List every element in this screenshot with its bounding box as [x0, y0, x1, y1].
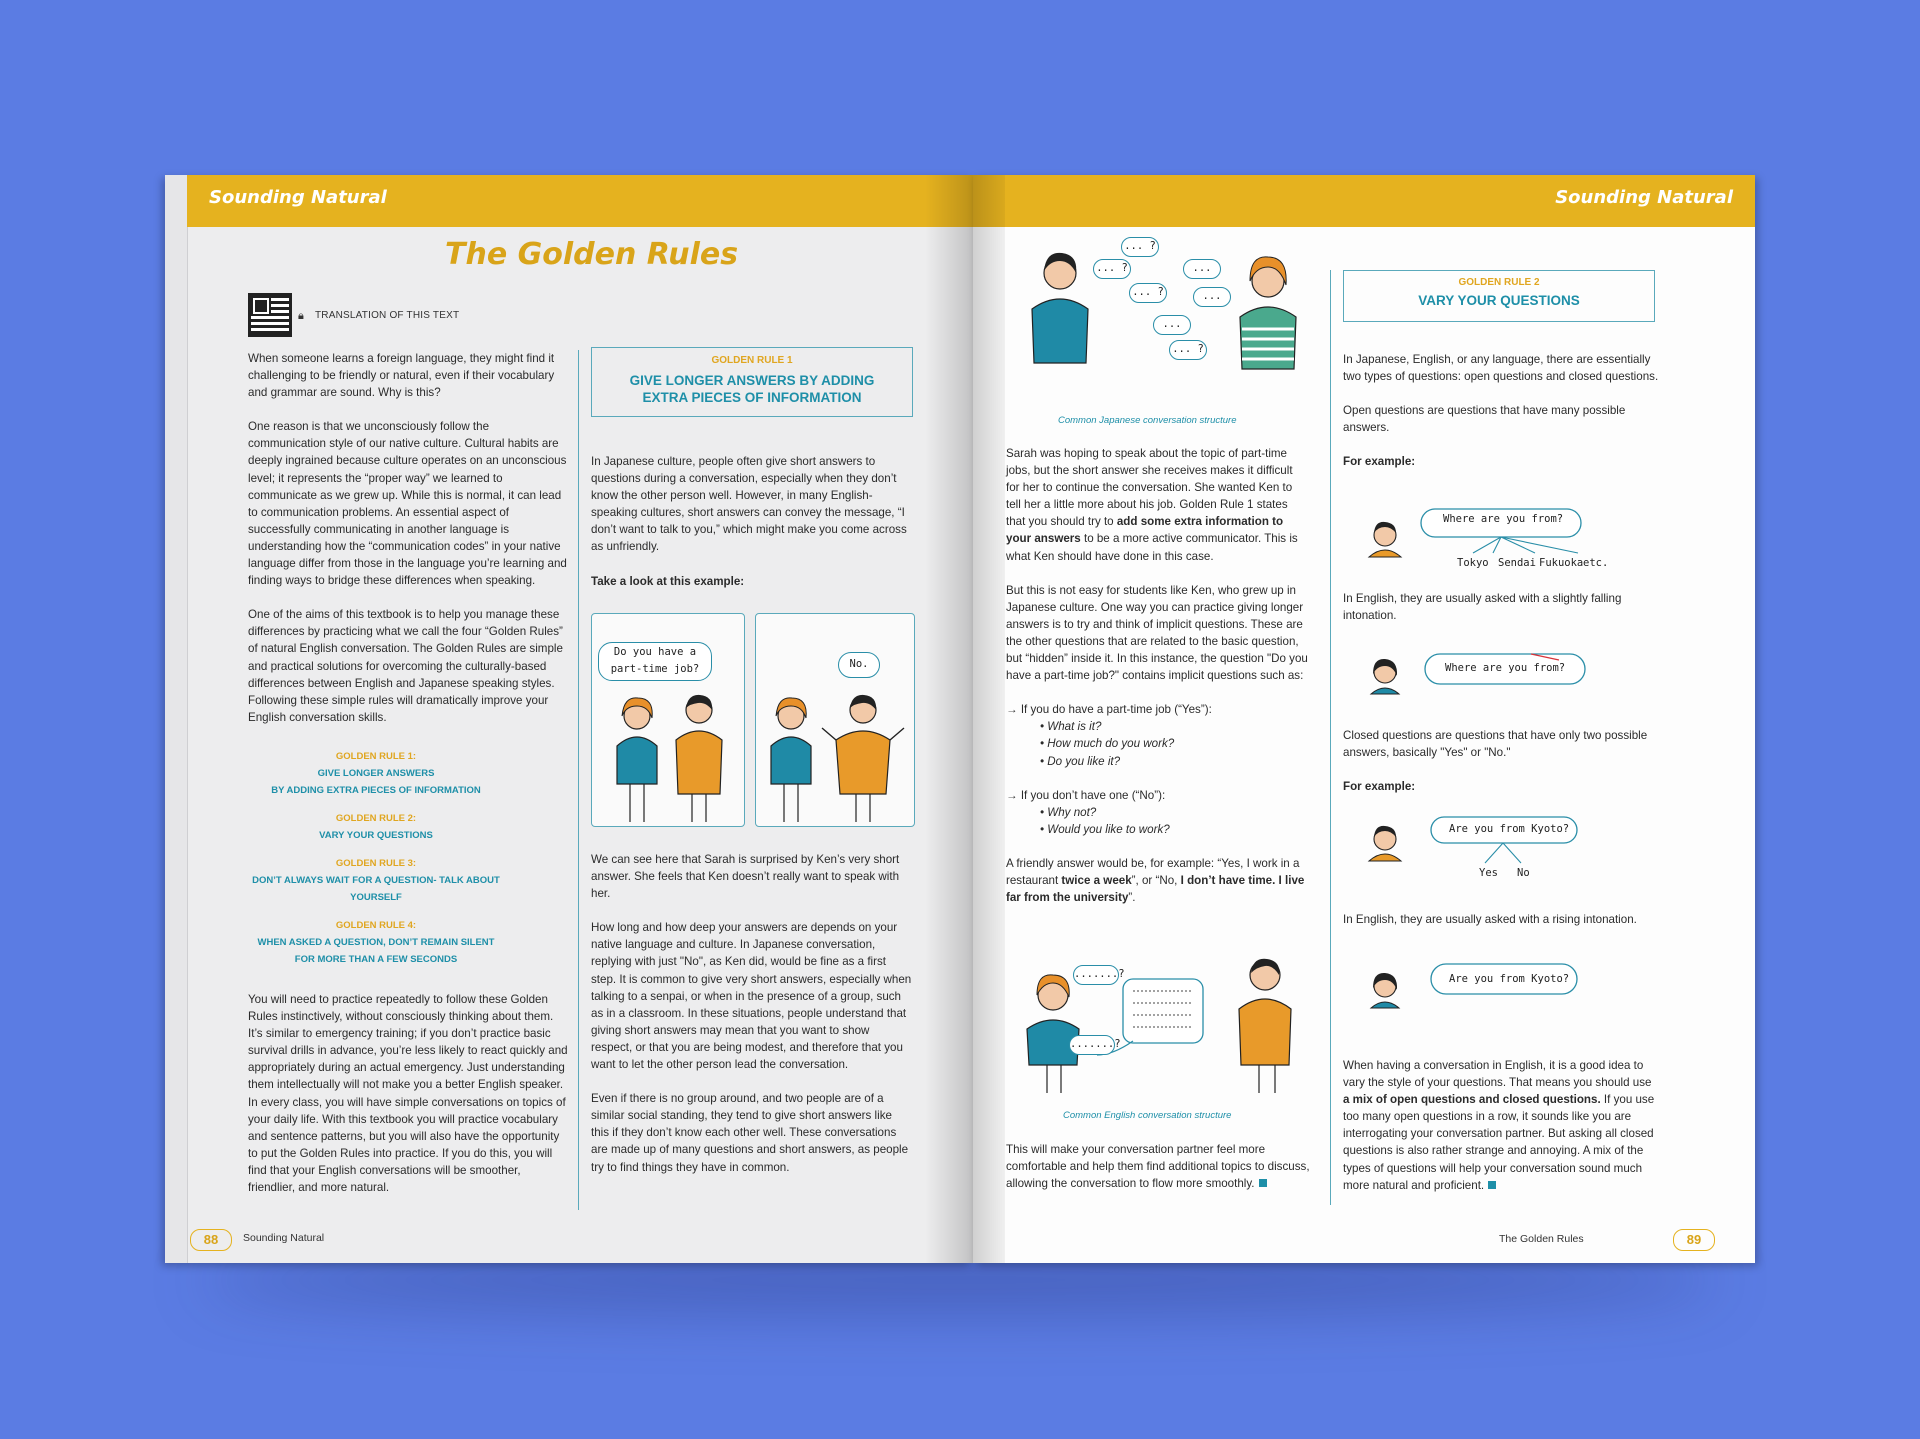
- header-band-right: [973, 175, 1755, 227]
- paragraph-text: ”.: [1128, 891, 1136, 905]
- paragraph: But this is not easy for students like Ken, who grew up in Japanese culture. One way you can practice giving longer answers is to try and think of implicit questions. These are the other questions that are related to the basic question, but “hidden” inside it. In this instance, the question "Do you have a part-time job?" contains implicit questions such as:: [1006, 583, 1308, 683]
- answer-option: etc.: [1583, 557, 1609, 569]
- speech-bubble: ...: [1183, 259, 1221, 279]
- paragraph: Even if there is no group around, and two people are of a similar social standing, they tend to give short answers like this if they don’t know each other well. These conversations are made up of many questions and short answers, as people try to find things they have in common.: [591, 1092, 909, 1174]
- left-col1-lower: [248, 991, 568, 1213]
- emphasis: add some extra information to your answers: [1006, 515, 1284, 546]
- example-label: For example:: [1343, 780, 1416, 794]
- paragraph-text: Sarah was hoping to speak about the topic of part-time jobs, but the short answer she receives makes it difficult for her to continue the conversation. She wanted Ken to tell her a little more about his job. Golden Rule 1 states that you should try to: [1006, 447, 1293, 529]
- sarah-ken-illustration: [756, 684, 914, 824]
- comic-panel-answer: [755, 613, 915, 827]
- figure-caption: Common Japanese conversation structure: [1058, 415, 1237, 426]
- list-item: How much do you work?: [1047, 737, 1175, 751]
- paragraph: In Japanese culture, people often give short answers to questions during a conversation, especially when they don’t know the other person well. However, in many English-speaking cultures, short answers can convey the message, “I don’t want to talk to you,” which might make you come across as unfriendly.: [591, 455, 907, 554]
- paragraph: One reason is that we unconsciously follow the communication style of our native culture. Cultural habits are deeply ingrained because culture operates on an unconscious level; it represents the “proper way” we learned to communicate as we grew up. While this is normal, it can lead to communication problems. An essential aspect of successfully communicating in another language is understanding how the “communication codes” in your native language differ from those in the language you’re learning and finding ways to bridge these differences when speaking.: [248, 420, 567, 588]
- answer-option: Yes: [1479, 867, 1498, 879]
- box-title: GOLDEN RULE 1: [711, 355, 793, 366]
- right-page: [973, 175, 1755, 1263]
- arrow-icon: →: [1006, 703, 1021, 717]
- paragraph: How long and how deep your answers are depends on your native language and culture. In Japanese conversation, replying with just "No", as Ken did, would be fine as a first step. It is common to give very short answers, especially when talking to a senpai, or when in the presence of a group, such as in a classroom. In these situations, people understand that giving short answers may mean that you want to show respect, or that you are being modest, and therefore that you want to let the other person lead the conversation.: [591, 921, 912, 1072]
- bullet-icon: •: [1040, 720, 1048, 734]
- speech-bubble: No.: [838, 652, 880, 678]
- header-band-left: [187, 175, 973, 227]
- right-col2-mid: [1343, 727, 1659, 812]
- paragraph: In Japanese, English, or any language, there are essentially two types of questions: open questions and closed questions.: [1343, 353, 1659, 384]
- left-col2-upper: [591, 453, 913, 607]
- list-item: What is it?: [1047, 720, 1102, 734]
- right-col2-upper: [1343, 351, 1659, 487]
- paragraph: When someone learns a foreign language, they might find it challenging to be friendly or natural, even if their vocabulary and grammar are sound. Why is this?: [248, 352, 555, 400]
- speech-bubble: ... ?: [1129, 283, 1167, 303]
- page-edge: [165, 175, 188, 1263]
- rule-title: GOLDEN RULE 2:: [335, 813, 417, 824]
- right-col2-p5: In English, they are usually asked with a rising intonation.: [1343, 913, 1637, 926]
- figure-caption: Common English conversation structure: [1063, 1110, 1232, 1121]
- qr-label: TRANSLATION OF THIS TEXT: [315, 310, 460, 321]
- answer-option: Tokyo: [1457, 557, 1489, 569]
- box-title: GOLDEN RULE 2: [1458, 277, 1540, 288]
- bullet-icon: •: [1040, 805, 1048, 819]
- paragraph-text: When having a conversation in English, it is a good idea to vary the style of your questions. That means you should use: [1343, 1059, 1652, 1090]
- end-mark-icon: [1488, 1181, 1496, 1189]
- question-text: Are you from Kyoto?: [1449, 823, 1570, 835]
- list-heading: If you don’t have one (“No”):: [1020, 788, 1166, 802]
- paragraph: This will make your conversation partner feel more comfortable and help them find additional topics to discuss, allowing the conversation to flow more smoothly.: [1006, 1143, 1310, 1191]
- right-col1-lower: [1006, 1141, 1316, 1209]
- footer-label-left: Sounding Natural: [243, 1232, 325, 1244]
- answer-option: Fukuoka: [1539, 557, 1584, 569]
- lock-icon: 🔒︎: [298, 310, 304, 322]
- right-col2-p3: In English, they are usually asked with a slightly falling intonation.: [1343, 592, 1622, 623]
- speech-bubble: .......?: [1073, 965, 1119, 985]
- comic-panel-question: [591, 613, 745, 827]
- rule-title: GOLDEN RULE 4:: [335, 920, 417, 931]
- list-item: Do you like it?: [1047, 754, 1121, 768]
- answer-option: Sendai: [1498, 557, 1536, 569]
- paragraph-text: to be a more active communicator. This is what Ken should have done in this case.: [1006, 532, 1298, 563]
- paragraph: One of the aims of this textbook is to help you manage these differences by practicing what we call the four “Golden Rules” of natural English conversation. The Golden Rules are simple and practical solutions for overcoming the culturally-based differences between English and Japanese speaking styles. Following these simple rules will dramatically improve your English conversation skills.: [248, 608, 563, 724]
- rule-title: GOLDEN RULE 3:: [335, 858, 417, 869]
- implicit-questions-no: [1006, 787, 1308, 838]
- emphasis: I don’t have time. I live far from the university: [1006, 873, 1305, 905]
- question-text: Are you from Kyoto?: [1449, 973, 1570, 985]
- speech-bubble: ...: [1153, 315, 1191, 335]
- open-textbook: [165, 175, 1755, 1263]
- paragraph: Open questions are questions that have many possible answers.: [1343, 404, 1626, 435]
- arrow-icon: →: [1006, 788, 1021, 802]
- bullet-icon: •: [1040, 822, 1048, 836]
- golden-rule-2-box: [1343, 270, 1655, 322]
- qr-code[interactable]: [248, 293, 292, 337]
- example-label: Take a look at this example:: [591, 574, 745, 588]
- paragraph-text: A friendly answer would be, for example: “Yes, I work in a restaurant: [1006, 856, 1300, 887]
- list-item: Why not?: [1047, 805, 1097, 819]
- bullet-icon: •: [1040, 754, 1048, 768]
- emphasis: a mix of open questions and closed questions.: [1343, 1093, 1601, 1107]
- paragraph: We can see here that Sarah is surprised by Ken’s very short answer. She feels that Ken doesn’t really want to speak with her.: [591, 853, 900, 901]
- speech-bubble: .......?: [1069, 1035, 1115, 1055]
- english-conversation-illustration: [1013, 955, 1333, 1095]
- column-divider: [1330, 270, 1331, 1205]
- rising-intonation-diagram: [1363, 962, 1603, 1022]
- golden-rules-list: [240, 748, 512, 979]
- rule-desc: WHEN ASKED A QUESTION, DON’T REMAIN SILENT: [257, 937, 495, 948]
- speech-bubble: ... ?: [1121, 237, 1159, 257]
- golden-rule-1-box: [591, 347, 913, 417]
- paragraph-text: If you use too many open questions in a row, it sounds like you are interrogating your conversation partner. But asking all closed questions is also rather strange and annoying. A mix of the types of questions will help your conversation sound much more natural and proficient.: [1343, 1093, 1655, 1192]
- column-divider: [578, 350, 579, 1210]
- implicit-questions-yes: [1006, 701, 1308, 769]
- page-number-left: 88: [190, 1229, 232, 1251]
- rule-desc: FOR MORE THAN A FEW SECONDS: [294, 954, 458, 965]
- running-title-right: Sounding Natural: [1555, 187, 1733, 208]
- sarah-ken-illustration: [592, 684, 744, 824]
- right-col2-lower: [1343, 1057, 1661, 1211]
- falling-intonation-diagram: [1363, 650, 1603, 710]
- box-heading: EXTRA PIECES OF INFORMATION: [642, 390, 862, 405]
- rule-desc: BY ADDING EXTRA PIECES OF INFORMATION: [271, 785, 481, 796]
- emphasis: twice a week: [1061, 873, 1132, 887]
- rule-desc: GIVE LONGER ANSWERS: [317, 768, 435, 779]
- answer-option: No: [1517, 867, 1530, 879]
- question-text: Where are you from?: [1443, 513, 1564, 525]
- box-heading: GIVE LONGER ANSWERS BY ADDING: [629, 373, 875, 388]
- example-label: For example:: [1343, 455, 1416, 469]
- page-title: The Golden Rules: [445, 237, 739, 272]
- rule-desc: DON’T ALWAYS WAIT FOR A QUESTION- TALK ABOUT YOURSELF: [252, 875, 500, 903]
- paragraph: Closed questions are questions that have only two possible answers, basically "Yes" or "No.": [1343, 729, 1648, 760]
- list-heading: If you do have a part-time job (“Yes”):: [1020, 703, 1212, 717]
- left-col2-lower: [591, 851, 913, 1193]
- speech-bubble: ...: [1193, 287, 1231, 307]
- left-col1-upper: [248, 350, 568, 743]
- right-col1-upper: [1006, 445, 1308, 923]
- running-title-left: Sounding Natural: [209, 187, 387, 208]
- bullet-icon: •: [1040, 737, 1048, 751]
- page-number-right: 89: [1673, 1229, 1715, 1251]
- speech-bubble: ... ?: [1093, 259, 1131, 279]
- left-page: [165, 175, 973, 1263]
- question-text: Where are you from?: [1445, 662, 1566, 674]
- speech-bubble: ... ?: [1169, 340, 1207, 360]
- footer-label-right: The Golden Rules: [1499, 1233, 1584, 1245]
- end-mark-icon: [1259, 1179, 1267, 1187]
- speech-bubble: Do you have a part-time job?: [598, 642, 712, 681]
- paragraph: You will need to practice repeatedly to follow these Golden Rules instinctively, without consciously thinking about them. It’s similar to emergency training; if you don’t practice basic survival drills in advance, you’re less likely to react quickly and appropriately during an actual emergency. Just understanding them intellectually will not make you a better English speaker. In every class, you will have simple conversations on topics of your daily life. With this textbook you will practice vocabulary and sentence patterns, but you will also have the opportunity to put the Golden Rules into practice. If you do this, you will find that your English conversations will be smoother, friendlier, and more natural.: [248, 993, 568, 1195]
- rule-desc: VARY YOUR QUESTIONS: [319, 830, 433, 841]
- paragraph-text: ”, or “No,: [1131, 873, 1181, 887]
- list-item: Would you like to work?: [1047, 822, 1170, 836]
- rule-title: GOLDEN RULE 1:: [335, 751, 417, 762]
- box-heading: VARY YOUR QUESTIONS: [1418, 293, 1580, 308]
